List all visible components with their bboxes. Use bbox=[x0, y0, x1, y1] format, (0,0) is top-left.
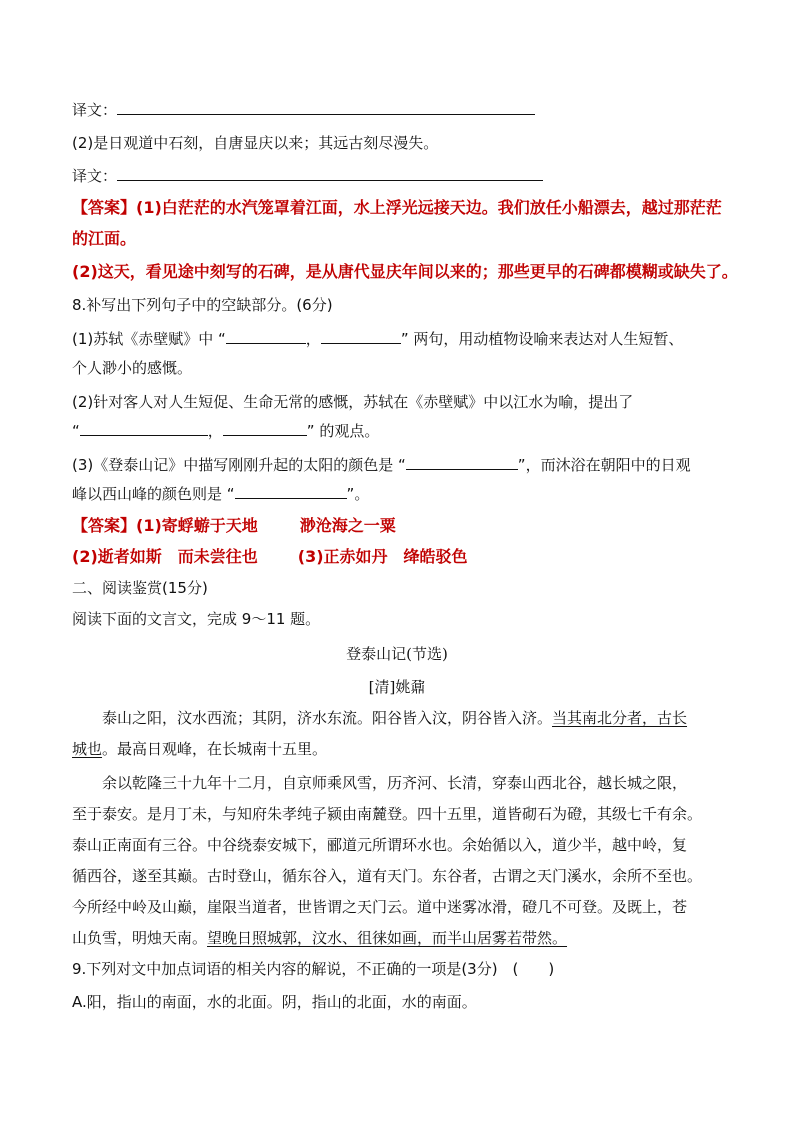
underlined-sentence: 城也 bbox=[72, 740, 103, 758]
answer-text: (2)逝者如斯 而未尝往也 bbox=[72, 547, 258, 566]
answer-2-line-1 bbox=[72, 516, 396, 536]
q8-text: ” 两句，用动植物设喻来表达对人生短暂、 bbox=[400, 330, 684, 348]
answer-blank[interactable] bbox=[117, 100, 535, 115]
underlined-sentence: 当其南北分者，古长 bbox=[552, 709, 688, 727]
q8-text: ”。 bbox=[346, 485, 370, 503]
passage-p2-line-3: 泰山正南面有三谷。中谷绕泰安城下，郦道元所谓环水也。余始循以入，道少半，越中岭，复 bbox=[72, 836, 688, 854]
answer-1-line-3: (2)这天，看见途中刻写的石碑，是从唐代显庆年间以来的；那些更早的石碑都模糊或缺失了。 bbox=[72, 262, 738, 281]
passage-p2-line-4: 循西谷，遂至其巅。古时登山，循东谷入，道有天门。东谷者，古谓之天门溪水，余所不至也。 bbox=[72, 867, 703, 885]
question-9-option-a[interactable]: A.阳，指山的南面，水的北面。阴，指山的北面，水的南面。 bbox=[72, 993, 477, 1011]
answer-blank[interactable] bbox=[321, 329, 401, 344]
passage-title: 登泰山记(节选) bbox=[346, 645, 448, 663]
answer-blank[interactable] bbox=[235, 484, 347, 499]
q8-text: 峰以西山峰的颜色则是 “ bbox=[72, 485, 235, 503]
answer-blank[interactable] bbox=[406, 455, 518, 470]
passage-p1-line-2 bbox=[72, 739, 327, 759]
section-2-title: 二、阅读鉴赏(15分) bbox=[72, 579, 208, 597]
question-9-title: 9.下列对文中加点词语的相关内容的解说，不正确的一项是(3分) ( ) bbox=[72, 960, 555, 978]
q8-text: (1)苏轼《赤壁赋》中 “ bbox=[72, 330, 226, 348]
question-sentence-2: (2)是日观道中石刻，自唐显庆以来；其远古刻尽漫失。 bbox=[72, 134, 439, 152]
answer-text: (1)白茫茫的水汽笼罩着江面，水上浮光远接天边。我们放任小船漂去，越过那茫茫 bbox=[136, 198, 722, 217]
passage-p2-line-5: 今所经中岭及山巅，崖限当道者，世皆谓之天门云。道中迷雾冰滑，磴几不可登。及既上，苍 bbox=[72, 898, 688, 916]
q8-text: ， bbox=[305, 330, 321, 348]
answer-text: (1)寄蜉蝣于天地 bbox=[136, 516, 258, 535]
q8-text: (3)《登泰山记》中描写刚刚升起的太阳的颜色是 “ bbox=[72, 456, 406, 474]
answer-1-line-1 bbox=[72, 198, 722, 218]
passage-p2-line-6 bbox=[72, 928, 567, 948]
passage-text: 。最高日观峰，在长城南十五里。 bbox=[102, 740, 328, 758]
q8-item-3 bbox=[72, 455, 691, 475]
passage-text: 泰山之阳，汶水西流；其阴，济水东流。阳谷皆入汶，阴谷皆入济。 bbox=[102, 709, 553, 727]
answer-blank[interactable] bbox=[117, 166, 543, 181]
answer-blank[interactable] bbox=[80, 421, 208, 436]
translation-line-1 bbox=[72, 100, 535, 120]
answer-1-line-2: 的江面。 bbox=[72, 229, 137, 248]
q8-item-2-cont bbox=[72, 421, 379, 441]
q8-text: ”，而沐浴在朝阳中的日观 bbox=[517, 456, 691, 474]
q8-text: ” 的观点。 bbox=[306, 422, 380, 440]
passage-p2-line-1: 余以乾隆三十九年十二月，自京师乘风雪，历齐河、长清，穿泰山西北谷，越长城之限， bbox=[102, 774, 688, 792]
answer-blank[interactable] bbox=[226, 329, 306, 344]
translation-label: 译文： bbox=[72, 101, 118, 119]
section-2-instruction: 阅读下面的文言文，完成 9～11 题。 bbox=[72, 610, 321, 628]
answer-tag: 【答案】 bbox=[72, 516, 137, 535]
translation-label: 译文： bbox=[72, 167, 118, 185]
passage-p2-line-2: 至于泰安。是月丁未，与知府朱孝纯子颍由南麓登。四十五里，道皆砌石为磴，其级七千有余。 bbox=[72, 805, 703, 823]
q8-item-1 bbox=[72, 329, 683, 349]
translation-line-2 bbox=[72, 166, 543, 186]
answer-blank[interactable] bbox=[223, 421, 307, 436]
q8-item-3-cont bbox=[72, 484, 369, 504]
answer-tag: 【答案】 bbox=[72, 198, 137, 217]
answer-text: (3)正赤如丹 绛皓驳色 bbox=[297, 547, 468, 566]
q8-item-2: (2)针对客人对人生短促、生命无常的感慨，苏轼在《赤壁赋》中以江水为喻，提出了 bbox=[72, 393, 634, 411]
answer-text: 渺沧海之一粟 bbox=[299, 516, 396, 535]
passage-p1-line-1 bbox=[72, 708, 687, 728]
underlined-sentence: 望晚日照城郭，汶水、徂徕如画，而半山居雾若带然。 bbox=[207, 929, 568, 947]
passage-text: 山负雪，明烛天南。 bbox=[72, 929, 208, 947]
passage-author: [清]姚鼐 bbox=[368, 678, 426, 696]
q8-text: ， bbox=[207, 422, 223, 440]
answer-2-line-2 bbox=[72, 547, 468, 567]
q8-item-1-cont: 个人渺小的感慨。 bbox=[72, 359, 193, 377]
q8-text: “ bbox=[72, 422, 80, 440]
question-8-title: 8.补写出下列句子中的空缺部分。(6分) bbox=[72, 296, 333, 314]
